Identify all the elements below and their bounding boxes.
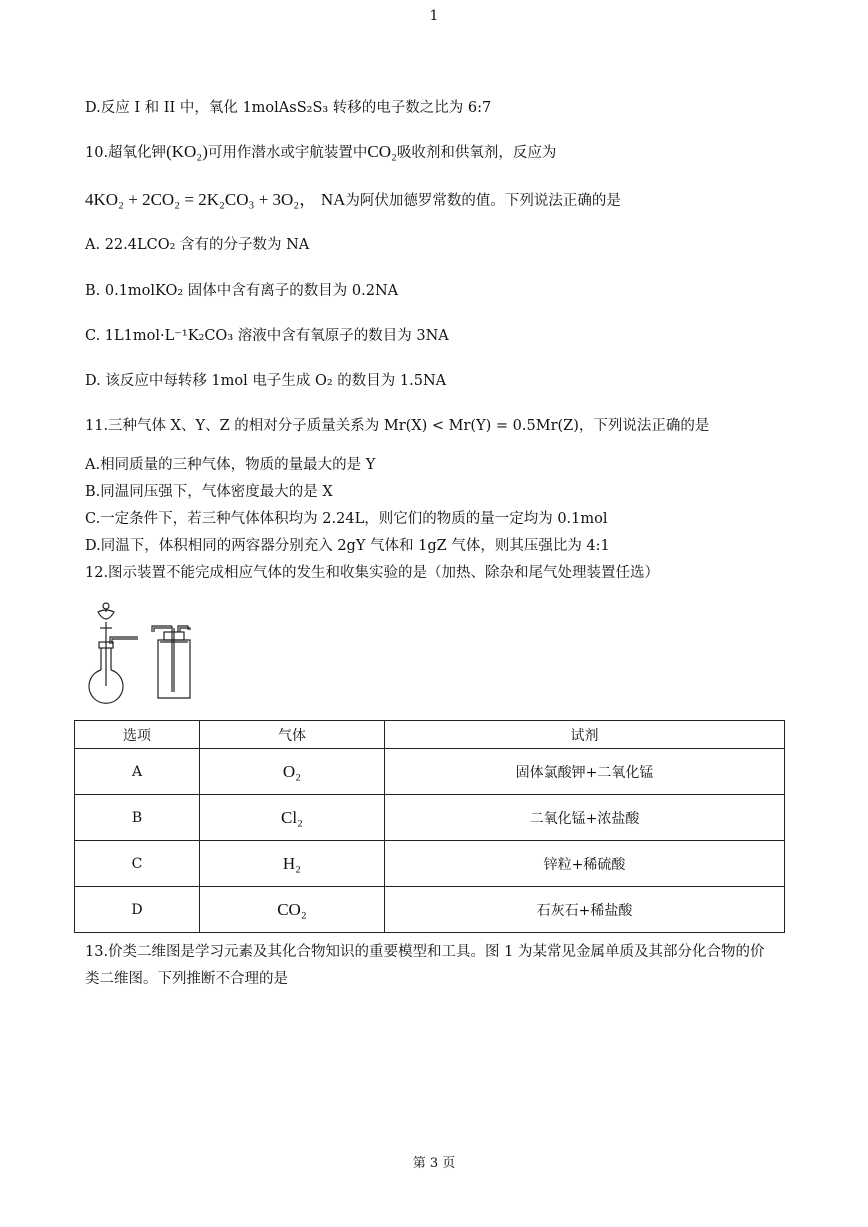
q9-option-d: D.反应 I 和 II 中，氧化 1molAsS₂S₃ 转移的电子数之比为 6:7 <box>85 100 492 116</box>
page-footer-number: 第 3 页 <box>412 1156 456 1171</box>
q13-stem-line1: 13.价类二维图是学习元素及其化合物知识的重要模型和工具。图 1 为某常见金属单质及其部分化合物的价 <box>85 944 765 960</box>
table-row <box>75 887 785 933</box>
q11-option-a: A.相同质量的三种气体，物质的量最大的是 Y <box>85 457 376 473</box>
row-reagent: 石灰石+稀盐酸 <box>385 887 785 933</box>
q10-stem-b: 可用作潜水或宇航装置中 <box>207 145 368 161</box>
row-gas: O₂ <box>200 749 385 795</box>
options-table <box>74 720 785 933</box>
q10-option-b: B. 0.1molKO₂ 固体中含有离子的数目为 0.2NA <box>85 283 399 299</box>
gas-apparatus-figure <box>88 592 198 712</box>
row-gas: Cl₂ <box>200 795 385 841</box>
q10-stem-c: 吸收剂和供氧剂，反应为 <box>396 145 557 161</box>
page-top-number: 1 <box>429 8 439 24</box>
separatory-funnel <box>98 603 114 642</box>
round-bottom-flask <box>89 637 138 703</box>
header-option: 选项 <box>75 721 200 749</box>
q10-stem-line1 <box>85 141 556 162</box>
q12-stem: 12.图示装置不能完成相应气体的发生和收集实验的是（加热、除杂和尾气处理装置任选） <box>85 565 660 581</box>
row-reagent: 二氧化锰+浓盐酸 <box>385 795 785 841</box>
row-option: D <box>75 887 200 933</box>
collecting-bottle <box>152 626 190 698</box>
q10-stem-line2 <box>85 185 621 210</box>
table-header-row <box>75 721 785 749</box>
q11-stem: 11.三种气体 X、Y、Z 的相对分子质量关系为 Mr(X) < Mr(Y) = 0.5Mr(Z)，下列说法正确的是 <box>85 418 710 434</box>
table-row <box>75 749 785 795</box>
q13-stem-line2: 类二维图。下列推断不合理的是 <box>85 971 288 987</box>
q10-option-c: C. 1L1mol·L⁻¹K₂CO₃ 溶液中含有氧原子的数目为 3NA <box>85 328 449 344</box>
q11-option-b: B.同温同压强下，气体密度最大的是 X <box>85 484 333 500</box>
q10-co2: CO₂ <box>367 142 397 161</box>
row-reagent: 锌粒+稀硫酸 <box>385 841 785 887</box>
q11-option-d: D.同温下，体积相同的两容器分别充入 2gY 气体和 1gZ 气体，则其压强比为 4:1 <box>85 538 610 554</box>
q10-option-d: D. 该反应中每转移 1mol 电子生成 O₂ 的数目为 1.5NA <box>85 373 447 389</box>
row-gas: CO₂ <box>200 887 385 933</box>
table-row <box>75 841 785 887</box>
row-option: A <box>75 749 200 795</box>
q11-option-c: C.一定条件下，若三种气体体积均为 2.24L，则它们的物质的量一定均为 0.1mol <box>85 511 608 527</box>
q10-option-a: A. 22.4LCO₂ 含有的分子数为 NA <box>85 237 310 253</box>
row-gas: H₂ <box>200 841 385 887</box>
header-gas: 气体 <box>200 721 385 749</box>
row-reagent: 固体氯酸钾+二氧化锰 <box>385 749 785 795</box>
q10-stem-a: 10.超氧化钾 <box>85 145 167 161</box>
q10-na: NA <box>320 190 346 209</box>
q10-equation: 4KO₂ + 2CO₂ = 2K₂CO₃ + 3O₂， <box>85 190 317 209</box>
row-option: B <box>75 795 200 841</box>
table-row <box>75 795 785 841</box>
header-reagent: 试剂 <box>385 721 785 749</box>
q10-stem-d: 为阿伏加德罗常数的值。下列说法正确的是 <box>345 193 621 209</box>
row-option: C <box>75 841 200 887</box>
q10-formula-ko2: (KO₂) <box>166 142 208 161</box>
